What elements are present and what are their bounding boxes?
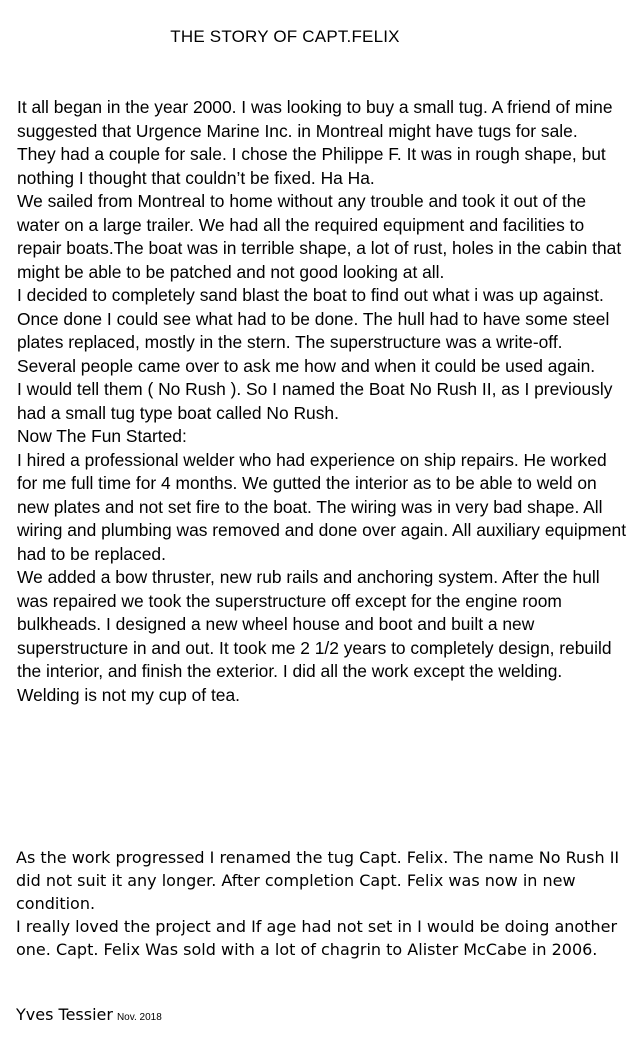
paragraph: It all began in the year 2000. I was looking to buy a small tug. A friend of mine suggested that Urgence Marine Inc. in Montreal might have tugs for sale. (17, 97, 613, 141)
paragraph: I would tell them ( No Rush ). So I named the Boat No Rush II, as I previously had a small tug type boat called No Rush. (17, 379, 613, 423)
paragraph: I really loved the project and If age had not set in I would be doing another one. Capt. Felix Was sold with a lot of chagrin to Alister McCabe in 2006. (16, 917, 618, 959)
paragraph: We added a bow thruster, new rub rails and anchoring system. After the hull was repaired we took the superstructure off except for the engine room bulkheads. I designed a new wheel house and boot and built a new superstructure in and out. It took me 2 1/2 years to completely design, rebuild the interior, and finish the exterior. I did all the work except the welding. Welding is not my cup of tea. (17, 567, 612, 705)
paragraph: We sailed from Montreal to home without any trouble and took it out of the water on a large trailer. We had all the required equipment and facilities to repair boats.The boat was in terrible shape, a lot of rust, holes in the cabin that might be able to be patched and not good looking at all. (17, 191, 622, 282)
signature-name: Yves Tessier (16, 1005, 113, 1024)
paragraph: They had a couple for sale. I chose the Philippe F. It was in rough shape, but nothing I thought that couldn’t be fixed. Ha Ha. (17, 144, 606, 188)
paragraph: I hired a professional welder who had experience on ship repairs. He worked for me full time for 4 months. We gutted the interior as to be able to weld on new plates and not set fire to the boat. The wiring was in very bad shape. All wiring and plumbing was removed and done over again. All auxiliary equipment had to be replaced. (17, 449, 627, 564)
paragraph: I decided to completely sand blast the boat to find out what i was up against. Once done I could see what had to be done. The hull had to have some steel plates replaced, mostly in the stern. The superstructure was a write-off. (17, 285, 610, 352)
paragraph: As the work progressed I renamed the tug Capt. Felix. The name No Rush II did not suit it any longer. After completion Capt. Felix was now in new condition. (16, 848, 620, 913)
story-body (17, 96, 627, 707)
document-title: THE STORY OF CAPT.FELIX (170, 27, 400, 46)
paragraph: Several people came over to ask me how and when it could be used again. (17, 355, 596, 376)
signature (16, 1005, 162, 1028)
paragraph: Now The Fun Started: (17, 426, 187, 446)
story-closing (16, 846, 626, 961)
signature-date: Nov. 2018 (116, 1012, 162, 1023)
